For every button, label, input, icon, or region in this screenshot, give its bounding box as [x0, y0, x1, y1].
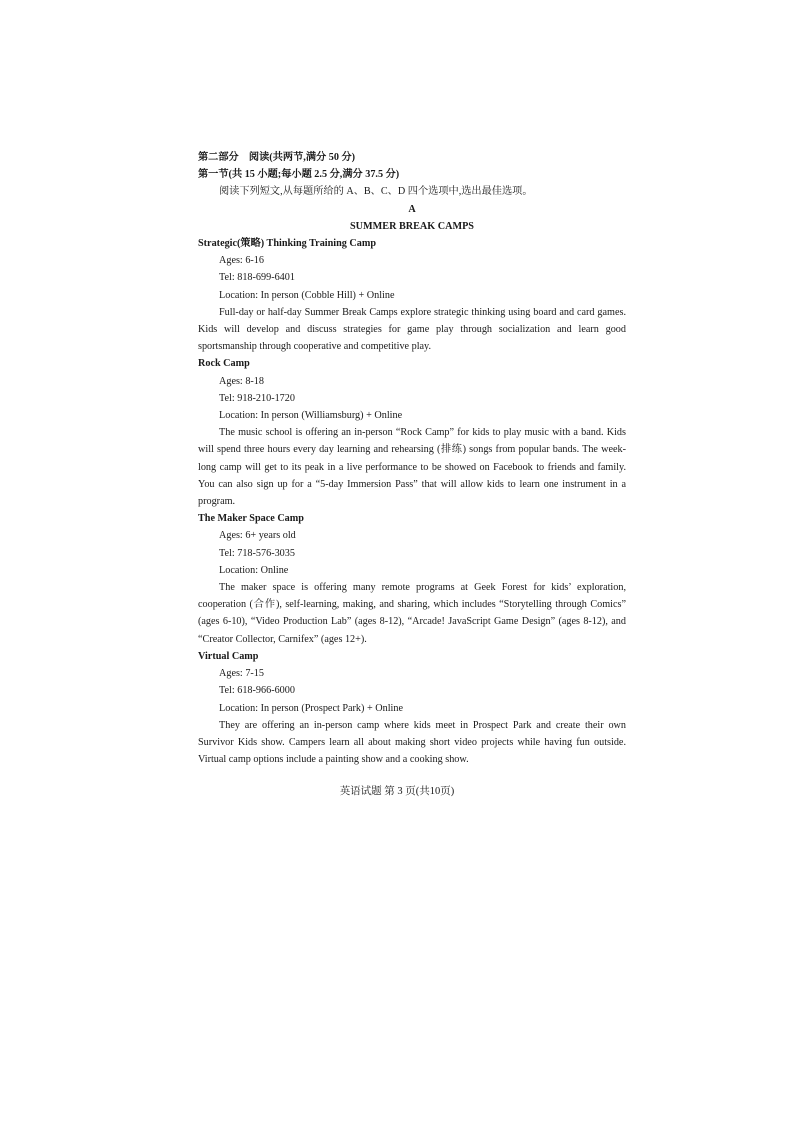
camp-ages: Ages: 8-18 — [219, 375, 264, 387]
camp-ages: Ages: 6-16 — [219, 255, 264, 267]
camp-description: The maker space is offering many remote programs at Geek Forest for kids’ exploration, cooperation (合作), self-learning, making, and sharing, which includes “Storytelling through Comics” (ages 6-10), “Video Production Lab” (ages 8-12), “Arcade! JavaScript Game Design” (ages 8-12), and “Creator Collector, Carnifex” (ages 12+). — [198, 582, 626, 645]
camp-title: The Maker Space Camp — [198, 513, 304, 525]
camp-location: Location: In person (Williamsburg) + Online — [219, 410, 403, 422]
camp-tel: Tel: 718-576-3035 — [219, 547, 295, 559]
instruction-text: 阅读下列短文,从每题所给的 A、B、C、D 四个选项中,选出最佳选项。 — [219, 186, 533, 198]
camp-description: Full-day or half-day Summer Break Camps explore strategic thinking using board and card games. Kids will develop and discuss strategies for game play through socialization and learn good sportsmanship through cooperative and competitive play. — [198, 306, 626, 353]
camp-virtual — [198, 648, 626, 768]
camp-tel: Tel: 818-699-6401 — [219, 272, 295, 284]
camp-title: Virtual Camp — [198, 650, 259, 662]
camp-ages: Ages: 7-15 — [219, 668, 264, 680]
part-heading: 第二部分 阅读(共两节,满分 50 分) — [198, 152, 356, 163]
section-heading: 第一节(共 15 小题;每小题 2.5 分,满分 37.5 分) — [198, 169, 400, 181]
camp-tel: Tel: 918-210-1720 — [219, 392, 295, 404]
camp-description: They are offering an in-person camp where kids meet in Prospect Park and create their own Survivor Kids show. Campers learn all about making short video projects while having fun outside. Virtual camp options include a painting show and a cooking show. — [198, 719, 626, 766]
camp-location: Location: In person (Prospect Park) + Online — [219, 702, 403, 714]
camp-location: Location: In person (Cobble Hill) + Online — [219, 289, 395, 301]
camp-ages: Ages: 6+ years old — [219, 530, 296, 542]
camp-maker-space — [198, 510, 626, 648]
camp-title: Strategic(策略) Thinking Training Camp — [198, 238, 377, 250]
camp-tel: Tel: 618-966-6000 — [219, 685, 295, 697]
passage-letter: A — [408, 203, 416, 215]
page-footer: 英语试题 第 3 页(共10页) — [339, 786, 455, 797]
exam-page — [198, 149, 626, 768]
passage-title: SUMMER BREAK CAMPS — [350, 220, 474, 232]
camp-strategic — [198, 235, 626, 355]
camp-location: Location: Online — [219, 564, 289, 576]
camp-rock — [198, 355, 626, 510]
camp-title: Rock Camp — [198, 358, 250, 370]
camp-description: The music school is offering an in-person “Rock Camp” for kids to play music with a band. Kids will spend three hours every day learning and rehearsing (排练) songs from popular bands. The week-long camp will get to its peak in a live performance to be showed on Facebook to friends and family. You can also sign up for a “5-day Immersion Pass” that will allow kids to learn one instrument in a program. — [198, 427, 626, 508]
